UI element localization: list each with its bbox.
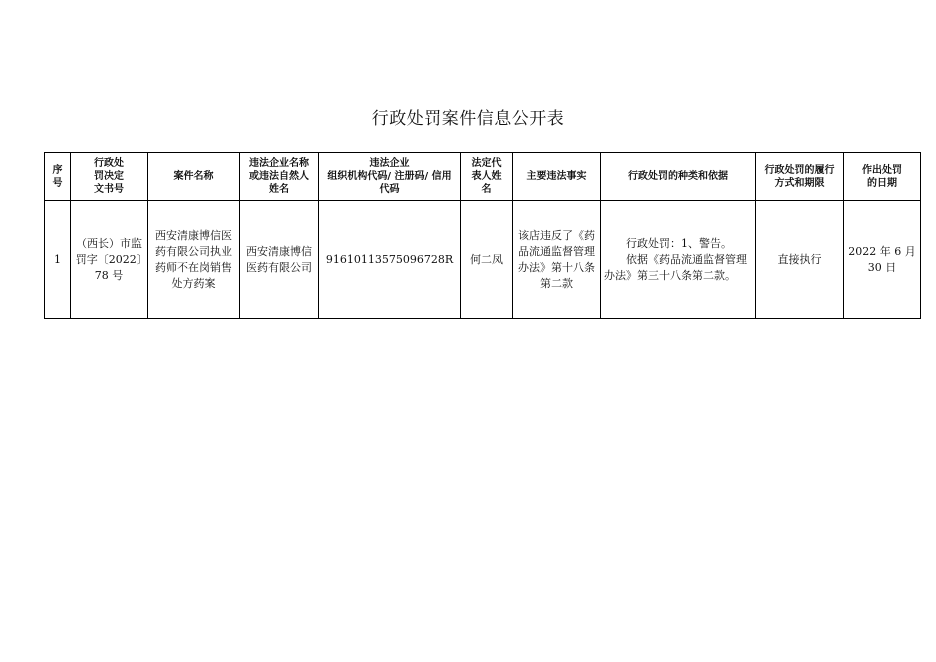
cell-execution: 直接执行 xyxy=(756,201,844,319)
table-header-row xyxy=(45,153,921,201)
header-seq: 序 号 xyxy=(45,153,71,201)
header-case-name: 案件名称 xyxy=(148,153,240,201)
table-row xyxy=(45,201,921,319)
page-title: 行政处罚案件信息公开表 xyxy=(371,109,565,129)
header-credit-code: 违法企业 组织机构代码/ 注册码/ 信用 代码 xyxy=(319,153,461,201)
cell-doc-no: （西长）市监罚字〔2022〕78 号 xyxy=(71,201,148,319)
cell-penalty xyxy=(601,201,756,319)
cell-credit-code: 91610113575096728R xyxy=(319,201,461,319)
cell-seq: 1 xyxy=(45,201,71,319)
cell-date: 2022 年 6 月 30 日 xyxy=(844,201,921,319)
penalty-info-table xyxy=(44,152,921,319)
cell-case-name: 西安清康博信医药有限公司执业药师不在岗销售处方药案 xyxy=(148,201,240,319)
cell-company: 西安清康博信医药有限公司 xyxy=(240,201,319,319)
penalty-type-text: 行政处罚：1、警告。 xyxy=(626,236,732,250)
header-execution: 行政处罚的履行 方式和期限 xyxy=(756,153,844,201)
header-facts: 主要违法事实 xyxy=(513,153,601,201)
header-doc-no: 行政处 罚决定 文书号 xyxy=(71,153,148,201)
cell-facts: 该店违反了《药品流通监督管理办法》第十八条第二款 xyxy=(513,201,601,319)
header-company: 违法企业名称 或违法自然人 姓名 xyxy=(240,153,319,201)
cell-legal-rep: 何二凤 xyxy=(461,201,513,319)
header-date: 作出处罚 的日期 xyxy=(844,153,921,201)
header-penalty: 行政处罚的种类和依据 xyxy=(601,153,756,201)
penalty-basis-text: 依据《药品流通监督管理办法》第三十八条第二款。 xyxy=(604,252,747,282)
header-legal-rep: 法定代 表人姓 名 xyxy=(461,153,513,201)
